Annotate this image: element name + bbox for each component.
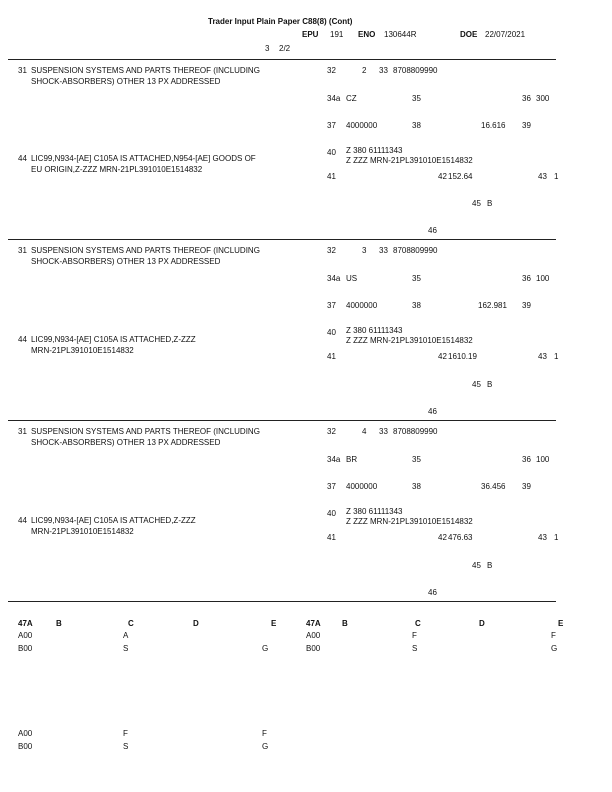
col-b-header: B (56, 619, 62, 628)
goods-description: SUSPENSION SYSTEMS AND PARTS THEREOF (INCLUDING (31, 246, 260, 255)
preference-code: 100 (536, 274, 550, 283)
col-47a-header: 47A (306, 619, 321, 628)
tax-type-code: A00 (306, 631, 321, 640)
col-e-header: E (558, 619, 564, 628)
box40-label: 40 (327, 509, 336, 518)
adjustment-code: B (487, 380, 493, 389)
box31-number: 31 (18, 427, 27, 436)
box46-label: 46 (428, 226, 437, 235)
box41-label: 41 (327, 172, 336, 181)
epu-label: EPU (302, 30, 319, 39)
col-b-header: B (342, 619, 348, 628)
col-d-header: D (193, 619, 199, 628)
tax-col-c: A (123, 631, 129, 640)
adjustment-code: B (487, 199, 493, 208)
valuation-method: 1 (554, 352, 559, 361)
page-number: 3 (265, 44, 270, 53)
divider (8, 239, 556, 240)
box36-label: 36 (522, 94, 531, 103)
previous-document-cont: Z ZZZ MRN-21PL391010E1514832 (346, 517, 473, 526)
box32-label: 32 (327, 66, 336, 75)
col-c-header: C (128, 619, 134, 628)
box43-label: 43 (538, 172, 547, 181)
tax-col-e: F (262, 729, 267, 738)
box38-label: 38 (412, 482, 421, 491)
item-number: 4 (362, 427, 367, 436)
tax-type-code: B00 (306, 644, 321, 653)
box44-number: 44 (18, 154, 27, 163)
box45-label: 45 (472, 199, 481, 208)
procedure-code: 4000000 (346, 482, 378, 491)
box33-label: 33 (379, 427, 388, 436)
tax-col-e: G (262, 644, 269, 653)
col-d-header: D (479, 619, 485, 628)
additional-info: LIC99,N934-[AE] C105A IS ATTACHED,Z-ZZZ (31, 516, 196, 525)
box42-label: 42 (438, 172, 447, 181)
goods-description-cont: SHOCK-ABSORBERS) OTHER 13 PX ADDRESSED (31, 77, 221, 86)
adjustment-code: B (487, 561, 493, 570)
preference-code: 300 (536, 94, 550, 103)
divider (8, 59, 556, 60)
box38-label: 38 (412, 301, 421, 310)
box39-label: 39 (522, 121, 531, 130)
box46-label: 46 (428, 588, 437, 597)
box31-number: 31 (18, 66, 27, 75)
commodity-code: 8708809990 (393, 246, 438, 255)
box46-label: 46 (428, 407, 437, 416)
previous-document: Z 380 61111343 (346, 146, 403, 155)
eno-label: ENO (358, 30, 376, 39)
valuation-method: 1 (554, 172, 559, 181)
box34a-label: 34a (327, 274, 341, 283)
box39-label: 39 (522, 482, 531, 491)
tax-type-code: A00 (18, 729, 33, 738)
tax-col-e: F (551, 631, 556, 640)
procedure-code: 4000000 (346, 301, 378, 310)
item-number: 2 (362, 66, 367, 75)
box39-label: 39 (522, 301, 531, 310)
goods-description-cont: SHOCK-ABSORBERS) OTHER 13 PX ADDRESSED (31, 438, 221, 447)
box44-number: 44 (18, 516, 27, 525)
box32-label: 32 (327, 246, 336, 255)
previous-document: Z 380 61111343 (346, 507, 403, 516)
box35-label: 35 (412, 94, 421, 103)
item-price: 1610.19 (448, 352, 477, 361)
doe-value: 22/07/2021 (485, 30, 526, 39)
box35-label: 35 (412, 455, 421, 464)
box33-label: 33 (379, 66, 388, 75)
net-mass: 162.981 (478, 301, 507, 310)
page-of: 2/2 (279, 44, 291, 53)
previous-document: Z 380 61111343 (346, 326, 403, 335)
box42-label: 42 (438, 533, 447, 542)
item-number: 3 (362, 246, 367, 255)
divider (8, 420, 556, 421)
box40-label: 40 (327, 328, 336, 337)
tax-col-c: F (123, 729, 128, 738)
box43-label: 43 (538, 352, 547, 361)
tax-col-c: S (123, 742, 129, 751)
additional-info-cont: MRN-21PL391010E1514832 (31, 346, 134, 355)
divider (8, 601, 556, 602)
box34a-label: 34a (327, 455, 341, 464)
item-price: 476.63 (448, 533, 473, 542)
additional-info: LIC99,N934-[AE] C105A IS ATTACHED,Z-ZZZ (31, 335, 196, 344)
box45-label: 45 (472, 380, 481, 389)
additional-info-cont: EU ORIGIN,Z-ZZZ MRN-21PL391010E1514832 (31, 165, 203, 174)
tax-col-c: S (123, 644, 129, 653)
goods-description: SUSPENSION SYSTEMS AND PARTS THEREOF (INCLUDING (31, 66, 260, 75)
box42-label: 42 (438, 352, 447, 361)
box41-label: 41 (327, 352, 336, 361)
previous-document-cont: Z ZZZ MRN-21PL391010E1514832 (346, 336, 473, 345)
tax-type-code: B00 (18, 644, 33, 653)
item-price: 152.64 (448, 172, 473, 181)
country-of-origin: US (346, 274, 358, 283)
commodity-code: 8708809990 (393, 427, 438, 436)
box35-label: 35 (412, 274, 421, 283)
doe-label: DOE (460, 30, 478, 39)
col-c-header: C (415, 619, 421, 628)
tax-col-e: G (262, 742, 269, 751)
box37-label: 37 (327, 121, 336, 130)
col-e-header: E (271, 619, 277, 628)
additional-info-cont: MRN-21PL391010E1514832 (31, 527, 134, 536)
box45-label: 45 (472, 561, 481, 570)
eno-value: 130644R (384, 30, 417, 39)
valuation-method: 1 (554, 533, 559, 542)
box40-label: 40 (327, 148, 336, 157)
additional-info: LIC99,N934-[AE] C105A IS ATTACHED,N954-[AE] GOODS OF (31, 154, 256, 163)
box38-label: 38 (412, 121, 421, 130)
previous-document-cont: Z ZZZ MRN-21PL391010E1514832 (346, 156, 473, 165)
box32-label: 32 (327, 427, 336, 436)
col-47a-header: 47A (18, 619, 33, 628)
box36-label: 36 (522, 274, 531, 283)
box37-label: 37 (327, 301, 336, 310)
net-mass: 16.616 (481, 121, 506, 130)
box33-label: 33 (379, 246, 388, 255)
form-title: Trader Input Plain Paper C88(8) (Cont) (208, 17, 353, 26)
tax-col-c: S (412, 644, 418, 653)
country-of-origin: CZ (346, 94, 357, 103)
tax-type-code: B00 (18, 742, 33, 751)
tax-type-code: A00 (18, 631, 33, 640)
goods-description-cont: SHOCK-ABSORBERS) OTHER 13 PX ADDRESSED (31, 257, 221, 266)
box34a-label: 34a (327, 94, 341, 103)
commodity-code: 8708809990 (393, 66, 438, 75)
box43-label: 43 (538, 533, 547, 542)
box36-label: 36 (522, 455, 531, 464)
tax-col-c: F (412, 631, 417, 640)
epu-value: 191 (330, 30, 344, 39)
country-of-origin: BR (346, 455, 358, 464)
procedure-code: 4000000 (346, 121, 378, 130)
tax-col-e: G (551, 644, 558, 653)
goods-description: SUSPENSION SYSTEMS AND PARTS THEREOF (INCLUDING (31, 427, 260, 436)
box31-number: 31 (18, 246, 27, 255)
box37-label: 37 (327, 482, 336, 491)
preference-code: 100 (536, 455, 550, 464)
net-mass: 36.456 (481, 482, 506, 491)
box44-number: 44 (18, 335, 27, 344)
box41-label: 41 (327, 533, 336, 542)
